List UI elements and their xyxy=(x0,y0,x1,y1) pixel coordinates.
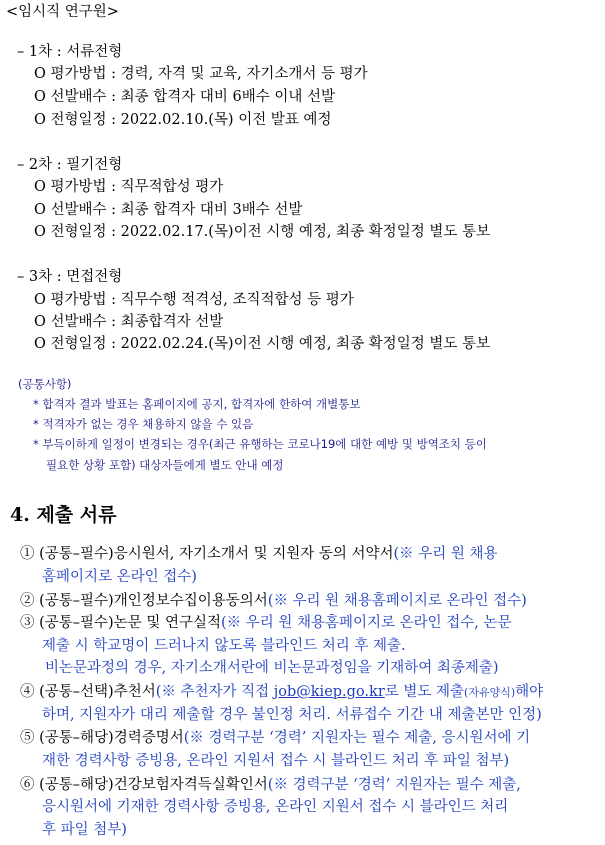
doc-item xyxy=(20,682,543,703)
stage-item: O 평가방법 : 직무적합성 평가 xyxy=(34,179,224,195)
stage-item: O 선발배수 : 최종 합격자 대비 3배수 선발 xyxy=(34,202,303,218)
email-link[interactable]: job@kiep.go.kr xyxy=(273,684,385,700)
doc-note: 재한 경력사항 증빙용, 온라인 지원서 접수 시 블라인드 처리 후 파일 첨부) xyxy=(42,753,510,769)
doc-number: ④ xyxy=(20,684,35,700)
doc-note: 후 파일 첨부) xyxy=(42,822,127,838)
stage-item: O 전형일정 : 2022.02.10.(목) 이전 발표 예정 xyxy=(34,112,332,128)
stage-item: O 전형일정 : 2022.02.24.(목)이전 시행 예정, 최종 확정일정 별도 통보 xyxy=(34,336,490,352)
doc-note: (※ 경력구분 ‘경력’ 지원자는 필수 제출, 응시원서에 기 xyxy=(183,730,531,746)
doc-note: (※ 경력구분 ‘경력’ 지원자는 필수 제출, xyxy=(267,777,521,793)
doc-item xyxy=(20,544,498,564)
doc-text: (공통–필수)개인정보수집이용동의서 xyxy=(39,593,268,609)
doc-number: ② xyxy=(20,593,35,609)
stage-title: – 2차 : 필기전형 xyxy=(17,157,123,173)
doc-item xyxy=(20,613,512,633)
doc-item xyxy=(20,728,530,748)
doc-text: (공통–필수)논문 및 연구실적 xyxy=(39,615,221,631)
doc-number: ③ xyxy=(20,615,35,631)
doc-note: 해야 xyxy=(515,684,544,700)
doc-note: 로 별도 제출 xyxy=(384,684,465,700)
doc-text: (공통–필수)응시원서, 자기소개서 및 지원자 동의 서약서 xyxy=(39,546,394,562)
stage-item: O 평가방법 : 경력, 자격 및 교육, 자기소개서 등 평가 xyxy=(34,66,368,82)
stage-item: O 선발배수 : 최종합격자 선발 xyxy=(34,314,224,330)
doc-number: ① xyxy=(20,546,35,562)
doc-item xyxy=(20,591,527,611)
doc-note: 비논문과정의 경우, 자기소개서란에 비논문과정임을 기재하여 최종제출) xyxy=(45,660,499,676)
doc-item xyxy=(20,775,521,795)
docs-heading: 4. 제출 서류 xyxy=(10,504,117,526)
doc-note: (※ 우리 원 채용홈페이지로 온라인 접수) xyxy=(267,593,527,609)
stage-item: O 전형일정 : 2022.02.17.(목)이전 시행 예정, 최종 확정일정 별도 통보 xyxy=(34,224,490,240)
doc-number: ⑤ xyxy=(20,730,35,746)
stage-item: O 평가방법 : 직무수행 적격성, 조직적합성 등 평가 xyxy=(34,292,354,308)
doc-number: ⑥ xyxy=(20,777,35,793)
doc-note: 제출 시 학교명이 드러나지 않도록 블라인드 처리 후 제출. xyxy=(42,638,406,654)
stage-title: – 1차 : 서류전형 xyxy=(17,44,123,60)
doc-note: 홈페이지로 온라인 접수) xyxy=(42,569,197,585)
doc-note-small: (자유양식) xyxy=(464,686,516,699)
doc-note: 하며, 지원자가 대리 제출할 경우 불인정 처리. 서류접수 기간 내 제출본만 인정) xyxy=(42,707,542,723)
common-note: * 부득이하게 일정이 변경되는 경우(최근 유행하는 코로나19에 대한 예방 및 방역조치 등이 xyxy=(33,437,487,451)
common-note: 필요한 상황 포함) 대상자들에게 별도 안내 예정 xyxy=(46,458,284,472)
doc-note: (※ 우리 원 채용홈페이지로 온라인 접수, 논문 xyxy=(220,615,512,631)
doc-note: (※ 우리 원 채용 xyxy=(393,546,498,562)
doc-note: (※ 추천자가 직접 xyxy=(155,684,274,700)
stage-title: – 3차 : 면접전형 xyxy=(17,269,123,285)
doc-text: (공통–해당)건강보험자격득실확인서 xyxy=(39,777,268,793)
section-title: <임시직 연구원> xyxy=(6,4,119,20)
doc-text: (공통–선택)추천서 xyxy=(39,684,156,700)
common-title: (공통사항) xyxy=(18,377,72,391)
doc-text: (공통–해당)경력증명서 xyxy=(39,730,184,746)
doc-note: 응시원서에 기재한 경력사항 증빙용, 온라인 지원서 접수 시 블라인드 처리 xyxy=(42,799,509,815)
common-note: * 적격자가 없는 경우 채용하지 않을 수 있음 xyxy=(33,417,254,431)
stage-item: O 선발배수 : 최종 합격자 대비 6배수 이내 선발 xyxy=(34,89,335,105)
common-note: * 합격자 결과 발표는 홈페이지에 공지, 합격자에 한하여 개별통보 xyxy=(33,397,361,411)
